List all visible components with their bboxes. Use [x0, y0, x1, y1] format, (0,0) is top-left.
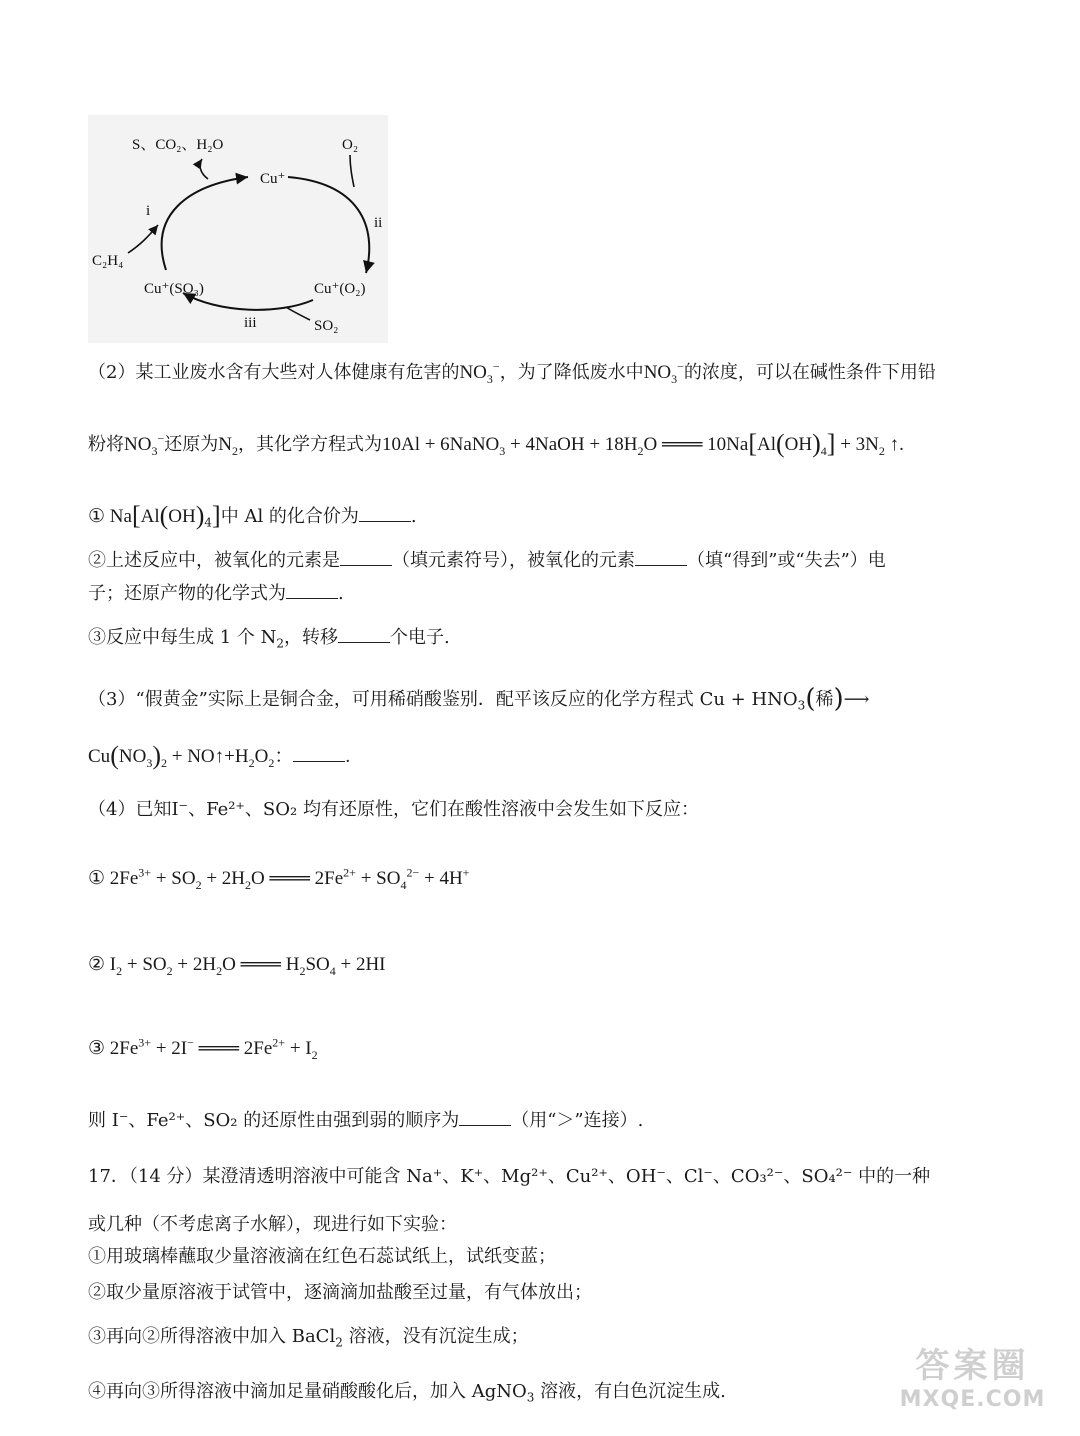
watermark-seal: 答案圈	[915, 1346, 1030, 1386]
q2-line2-c: ，其化学方程式为	[237, 434, 382, 455]
so2-input-arrow	[286, 307, 310, 320]
answer-blank[interactable]	[293, 747, 345, 762]
q2-line2-a: 粉将	[88, 434, 124, 455]
o2-input-arrow	[350, 155, 354, 187]
no3-formula: $NO_3^-$	[643, 359, 684, 386]
cu-label: Cu⁺	[260, 171, 286, 187]
q17-experiment-2: ②取少量原溶液于试管中，逐滴滴加盐酸至过量，有气体放出；	[88, 1282, 592, 1303]
products-label: S、CO₂、H₂O	[132, 137, 224, 153]
q2-sub3: ③反应中每生成 1 个 $N_2$，转移 个电子.	[88, 627, 450, 651]
step-iii-label: iii	[244, 315, 257, 331]
cu-so3-label: Cu⁺(SO₃)	[144, 281, 204, 297]
answer-blank[interactable]	[459, 1111, 511, 1126]
o2-label: O₂	[342, 137, 359, 153]
q4-reaction-2: ② $I_2 + SO_2 + 2H_2O$ ═══ $H_2SO_4 + 2HI$	[88, 954, 386, 978]
c2h4-input-arrow	[128, 225, 158, 253]
q4-reaction-1: ① $2Fe^{3+} + SO_2 + 2H_2O$ ═══ $2Fe^{2+} + SO_4^{2-} + 4H^+$	[88, 865, 470, 892]
q17-intro: 17．（14 分）某澄清透明溶液中可能含 Na⁺、K⁺、Mg²⁺、Cu²⁺、OH⁻、Cl⁻、CO₃²⁻、SO₄²⁻ 中的一种	[88, 1166, 931, 1187]
answer-blank[interactable]	[338, 628, 390, 643]
step-i-label: i	[146, 203, 151, 219]
q17-intro-2: 或几种（不考虑离子水解），现进行如下实验：	[88, 1214, 457, 1235]
no3-formula: $NO_3^-$	[459, 359, 500, 386]
q17-experiment-4: ④再向③所得溶液中滴加足量硝酸酸化后，加入 AgNO$_3$ 溶液，有白色沉淀生成.	[88, 1381, 726, 1405]
q4-conclusion: 则 I⁻、Fe²⁺、SO₂ 的还原性由强到弱的顺序为 （用“＞”连接）.	[88, 1110, 644, 1131]
q2-sub2: ②上述反应中，被氧化的元素是 （填元素符号），被氧化的元素 （填“得到”或“失去”）电	[88, 550, 886, 571]
reaction-cycle-diagram	[88, 115, 388, 343]
answer-blank[interactable]	[635, 551, 687, 566]
q2-intro-c: 的浓度，可以在碱性条件下用铅	[683, 362, 936, 383]
q2-sub2-line2: 子；还原产物的化学式为 .	[88, 583, 344, 604]
q2-sub1: ① $Na[Al(OH)_4]$中 Al 的化合价为 .	[88, 501, 417, 530]
answer-blank[interactable]	[359, 507, 411, 522]
q2-intro	[88, 359, 936, 386]
answer-blank[interactable]	[286, 584, 338, 599]
so2-label: SO₂	[314, 318, 339, 334]
q4-intro: （4）已知I⁻、Fe²⁺、SO₂ 均有还原性，它们在酸性溶液中会发生如下反应：	[88, 799, 699, 820]
no3-formula: $NO_3^-$	[124, 431, 165, 458]
q2-intro-a: （2）某工业废水含有大些对人体健康有危害的	[88, 362, 460, 383]
n2-formula: $N_2$	[218, 434, 238, 458]
arrow-ii	[288, 177, 369, 273]
q3-line1: （3）“假黄金”实际上是铜合金，可用稀硝酸鉴别．配平该反应的化学方程式 $Cu + HNO_3$(稀)⟶	[88, 684, 870, 714]
q2-line2-b: 还原为	[164, 434, 219, 455]
products-output-arrow	[200, 159, 208, 179]
answer-blank[interactable]	[340, 551, 392, 566]
q2-equation-line	[88, 428, 904, 459]
q3-line2: $Cu(NO_3)_2$ + $NO↑+H_2O_2$： .	[88, 741, 351, 770]
cu-o2-label: Cu⁺(O₂)	[314, 281, 366, 297]
watermark-url: MXQE.COM	[899, 1387, 1046, 1412]
q4-reaction-3: ③ $2Fe^{3+} + 2I^-$ ═══ $2Fe^{2+} + I_2$	[88, 1035, 318, 1062]
arrow-i	[162, 177, 248, 270]
cycle-svg	[88, 115, 388, 343]
q2-equation: 10Al + 6NaNO$_3$ + 4NaOH + $18H_2O$ ═══ $10Na[Al(OH)_4] + 3N_2$ ↑.	[381, 429, 904, 458]
q17-experiment-3: ③再向②所得溶液中加入 BaCl$_2$ 溶液，没有沉淀生成；	[88, 1326, 529, 1350]
q2-intro-b: ，为了降低废水中	[499, 362, 644, 383]
step-ii-label: ii	[374, 215, 383, 231]
q17-experiment-1: ①用玻璃棒蘸取少量溶液滴在红色石蕊试纸上，试纸变蓝；	[88, 1246, 556, 1267]
watermark-logo	[895, 1338, 1050, 1418]
c2h4-label: C₂H₄	[92, 253, 124, 269]
